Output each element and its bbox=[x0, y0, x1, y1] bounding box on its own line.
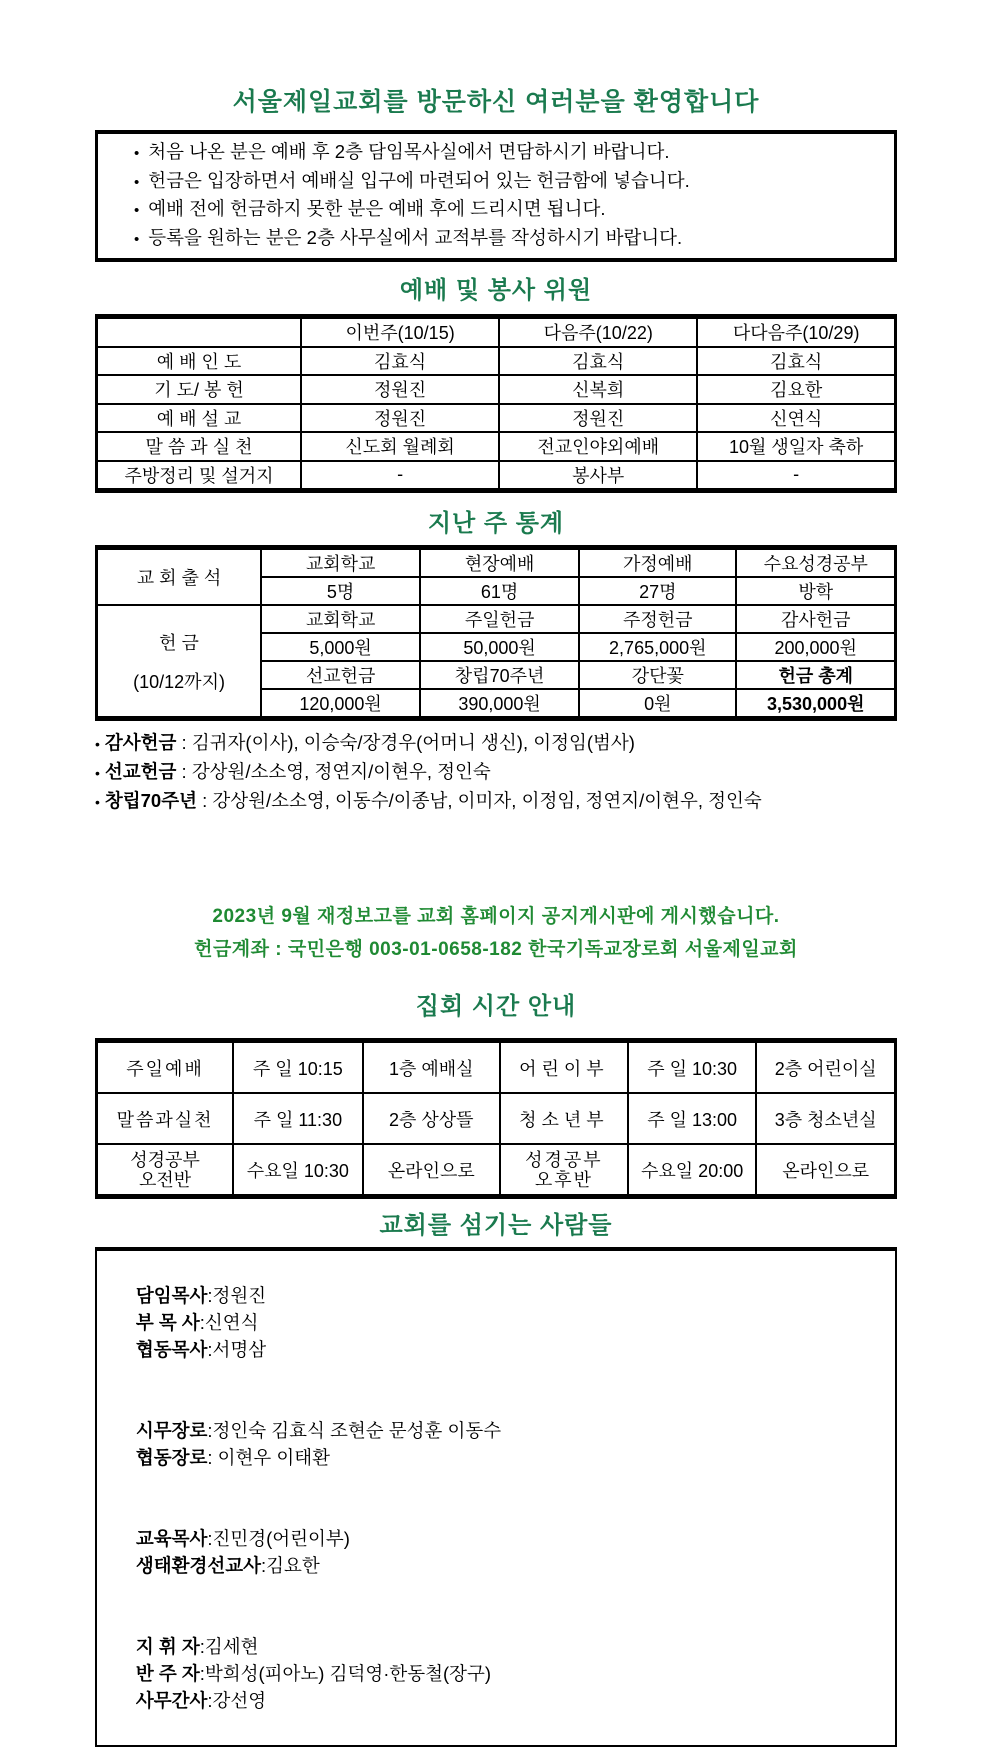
staff-names: 강선영 bbox=[212, 1690, 267, 1711]
header-cell-next-week: 다음주(10/22) bbox=[499, 317, 697, 347]
stat-header-cell: 주정헌금 bbox=[579, 605, 736, 633]
header-cell-week-after: 다다음주(10/29) bbox=[697, 317, 895, 347]
table-row bbox=[97, 461, 896, 491]
staff-role-label: 지 휘 자 bbox=[135, 1636, 200, 1657]
schedule-cell-line1: 성경공부 bbox=[130, 1149, 200, 1170]
cell-value: 김요한 bbox=[697, 375, 895, 404]
bullet-icon: • bbox=[134, 230, 140, 248]
cell-value: 신연식 bbox=[697, 404, 895, 433]
cell-value: 김효식 bbox=[499, 347, 697, 376]
table-row bbox=[97, 605, 896, 633]
total-label-cell: 헌금 총계 bbox=[736, 661, 895, 689]
cell-value: 정원진 bbox=[301, 404, 499, 433]
schedule-cell-line1: 성경공부 bbox=[525, 1149, 603, 1170]
note-separator: : bbox=[176, 732, 192, 753]
staff-names: 김세현 bbox=[204, 1636, 259, 1657]
stat-header-cell: 강단꽃 bbox=[579, 661, 736, 689]
staff-role-label: 부 목 사 bbox=[135, 1312, 200, 1333]
attendance-label-cell: 교 회 출 석 bbox=[97, 548, 262, 606]
note-item bbox=[95, 787, 897, 816]
staff-role-label: 반 주 자 bbox=[135, 1663, 200, 1684]
finance-notice-line1: 2023년 9월 재정보고를 교회 홈페이지 공지게시판에 게시했습니다. bbox=[212, 906, 780, 927]
stat-value-cell: 50,000원 bbox=[420, 633, 579, 661]
bullet-icon: • bbox=[95, 765, 100, 781]
welcome-item-text: 헌금은 입장하면서 예배실 입구에 마련되어 있는 헌금함에 넣습니다. bbox=[148, 169, 690, 191]
finance-notice bbox=[95, 900, 897, 966]
note-label: 창립70주년 bbox=[104, 790, 197, 811]
stat-value-cell: 120,000원 bbox=[261, 689, 420, 719]
schedule-cell: 말씀과실천 bbox=[97, 1093, 234, 1144]
schedule-cell-line2: 오전반 bbox=[138, 1169, 192, 1190]
table-row bbox=[97, 347, 896, 376]
stat-value-cell: 5명 bbox=[261, 577, 420, 605]
bullet-icon: • bbox=[134, 173, 140, 191]
staff-separator: : bbox=[199, 1636, 205, 1657]
stat-value-cell: 61명 bbox=[420, 577, 579, 605]
offering-notes bbox=[95, 729, 897, 816]
schedule-cell: 주 일 13:00 bbox=[628, 1093, 757, 1144]
stat-header-cell: 감사헌금 bbox=[736, 605, 895, 633]
staff-role-label: 협동목사 bbox=[135, 1339, 208, 1360]
stat-header-cell: 교회학교 bbox=[261, 548, 420, 578]
note-value: 김귀자(이사), 이승숙/장경우(어머니 생신), 이정임(범사) bbox=[191, 732, 635, 753]
table-row bbox=[97, 375, 896, 404]
note-separator: : bbox=[176, 761, 192, 782]
staff-line bbox=[105, 1255, 887, 1390]
row-label: 주방정리 및 설거지 bbox=[97, 461, 302, 491]
note-value: 강상원/소소영, 이동수/이종남, 이미자, 이정임, 정연지/이현우, 정인숙 bbox=[212, 790, 762, 811]
welcome-item bbox=[134, 225, 888, 254]
offering-period: (10/12까지) bbox=[133, 671, 225, 692]
stat-value-cell: 27명 bbox=[579, 577, 736, 605]
schedule-cell: 어린이부 bbox=[500, 1041, 628, 1094]
staff-role-label: 교육목사 bbox=[135, 1528, 208, 1549]
stat-header-cell: 교회학교 bbox=[261, 605, 420, 633]
staff-separator: : bbox=[207, 1420, 213, 1441]
header-cell-this-week: 이번주(10/15) bbox=[301, 317, 499, 347]
welcome-item bbox=[134, 196, 888, 225]
row-label: 말 씀 과 실 천 bbox=[97, 432, 302, 461]
schedule-table bbox=[95, 1038, 897, 1199]
row-label: 기 도/ 봉 헌 bbox=[97, 375, 302, 404]
cell-value: 정원진 bbox=[301, 375, 499, 404]
staff-names: 진민경(어린이부) bbox=[212, 1528, 350, 1549]
schedule-cell: 3층 청소년실 bbox=[756, 1093, 895, 1144]
stat-header-cell: 수요성경공부 bbox=[736, 548, 895, 578]
bullet-icon: • bbox=[134, 202, 140, 219]
staff-names: 신연식 bbox=[204, 1312, 259, 1333]
row-label: 예 배 설 교 bbox=[97, 404, 302, 433]
table-row bbox=[97, 548, 896, 578]
stat-header-cell: 가정예배 bbox=[579, 548, 736, 578]
staff-separator: : bbox=[207, 1447, 218, 1468]
staff-separator: : bbox=[207, 1528, 213, 1549]
staff-line bbox=[105, 1498, 887, 1606]
staff-separator: : bbox=[199, 1663, 205, 1684]
schedule-cell: 수요일 10:30 bbox=[233, 1144, 362, 1197]
staff-names: 정인숙 김효식 조현순 문성훈 이동수 bbox=[212, 1420, 502, 1441]
welcome-item bbox=[134, 168, 888, 197]
schedule-cell bbox=[500, 1144, 628, 1197]
staff-line bbox=[105, 1390, 887, 1498]
schedule-cell: 온라인으로 bbox=[756, 1144, 895, 1197]
welcome-item-text: 등록을 원하는 분은 2층 사무실에서 교적부를 작성하시기 바랍니다. bbox=[148, 226, 683, 248]
bulletin-page bbox=[95, 0, 897, 1747]
staff-names: 박희성(피아노) 김덕영·한동철(장구) bbox=[204, 1663, 492, 1684]
stats-section-title: 지난 주 통계 bbox=[427, 510, 565, 537]
worship-table bbox=[95, 314, 897, 493]
staff-names: 정원진 bbox=[212, 1285, 267, 1306]
staff-line bbox=[105, 1606, 887, 1741]
table-row bbox=[97, 432, 896, 461]
stat-header-cell: 현장예배 bbox=[420, 548, 579, 578]
cell-value: 10월 생일자 축하 bbox=[697, 432, 895, 461]
page-title: 서울제일교회를 방문하신 여러분을 환영합니다 bbox=[232, 88, 760, 116]
cell-value: 신도회 월례회 bbox=[301, 432, 499, 461]
cell-value: 봉사부 bbox=[499, 461, 697, 491]
staff-separator: : bbox=[207, 1690, 213, 1711]
schedule-cell: 1층 예배실 bbox=[363, 1041, 500, 1094]
bullet-icon: • bbox=[95, 794, 100, 810]
staff-names: 서명삼 bbox=[212, 1339, 267, 1360]
stats-table bbox=[95, 545, 897, 721]
stat-header-cell: 주일헌금 bbox=[420, 605, 579, 633]
table-row bbox=[97, 1041, 896, 1094]
schedule-cell-line2: 오후반 bbox=[534, 1169, 593, 1190]
staff-separator: : bbox=[207, 1339, 213, 1360]
finance-notice-line2: 헌금계좌 : 국민은행 003-01-0658-182 한국기독교장로회 서울제일교회 bbox=[194, 939, 798, 960]
schedule-cell: 주일예배 bbox=[97, 1041, 234, 1094]
stat-value-cell: 200,000원 bbox=[736, 633, 895, 661]
total-value-cell: 3,530,000원 bbox=[736, 689, 895, 719]
welcome-box bbox=[95, 130, 897, 262]
schedule-cell: 주 일 11:30 bbox=[233, 1093, 362, 1144]
offering-label-cell bbox=[97, 605, 262, 719]
cell-value: 김효식 bbox=[301, 347, 499, 376]
row-label: 예 배 인 도 bbox=[97, 347, 302, 376]
staff-role-label: 담임목사 bbox=[135, 1285, 208, 1306]
note-item bbox=[95, 729, 897, 758]
staff-names: 이현우 이태환 bbox=[217, 1447, 330, 1468]
schedule-cell: 온라인으로 bbox=[363, 1144, 500, 1197]
note-label: 감사헌금 bbox=[104, 732, 177, 753]
schedule-cell: 2층 상상뜰 bbox=[363, 1093, 500, 1144]
welcome-item-text: 예배 전에 헌금하지 못한 분은 예배 후에 드리시면 됩니다. bbox=[148, 198, 606, 219]
staff-separator: : bbox=[207, 1285, 213, 1306]
stat-value-cell: 390,000원 bbox=[420, 689, 579, 719]
welcome-item bbox=[134, 139, 888, 168]
schedule-section-title: 집회 시간 안내 bbox=[415, 993, 577, 1020]
stat-value-cell: 0원 bbox=[579, 689, 736, 719]
table-row bbox=[97, 1093, 896, 1144]
worship-header-row bbox=[97, 317, 896, 347]
stat-value-cell: 2,765,000원 bbox=[579, 633, 736, 661]
stat-header-cell: 창립70주년 bbox=[420, 661, 579, 689]
staff-role-label: 생태환경선교사 bbox=[135, 1555, 261, 1576]
cell-value: 신복희 bbox=[499, 375, 697, 404]
staff-role-label: 사무간사 bbox=[135, 1690, 208, 1711]
stat-value-cell: 5,000원 bbox=[261, 633, 420, 661]
note-separator: : bbox=[196, 790, 213, 811]
schedule-cell: 청소년부 bbox=[500, 1093, 628, 1144]
offering-label: 헌 금 bbox=[159, 632, 199, 653]
cell-value: 전교인야외예배 bbox=[499, 432, 697, 461]
staff-separator: : bbox=[260, 1555, 267, 1576]
header-cell-empty bbox=[97, 317, 302, 347]
note-value: 강상원/소소영, 정연지/이현우, 정인숙 bbox=[191, 761, 491, 782]
staff-role-label: 협동장로 bbox=[135, 1447, 208, 1468]
staff-separator: : bbox=[199, 1312, 205, 1333]
table-row bbox=[97, 404, 896, 433]
staff-role-label: 시무장로 bbox=[135, 1420, 208, 1441]
cell-value: - bbox=[301, 461, 499, 491]
schedule-cell bbox=[97, 1144, 234, 1197]
stat-value-cell: 방학 bbox=[736, 577, 895, 605]
worship-section-title: 예배 및 봉사 위원 bbox=[399, 277, 593, 304]
cell-value: 정원진 bbox=[499, 404, 697, 433]
schedule-cell: 주 일 10:15 bbox=[233, 1041, 362, 1094]
schedule-cell: 수요일 20:00 bbox=[628, 1144, 757, 1197]
staff-section-title: 교회를 섬기는 사람들 bbox=[379, 1212, 613, 1239]
cell-value: 김효식 bbox=[697, 347, 895, 376]
staff-names: 김요한 bbox=[266, 1555, 320, 1576]
welcome-item-text: 처음 나온 분은 예배 후 2층 담임목사실에서 면담하시기 바랍니다. bbox=[148, 141, 670, 162]
stat-header-cell: 선교헌금 bbox=[261, 661, 420, 689]
schedule-cell: 주 일 10:30 bbox=[628, 1041, 757, 1094]
note-label: 선교헌금 bbox=[104, 761, 177, 782]
bullet-icon: • bbox=[134, 145, 140, 162]
cell-value: - bbox=[697, 461, 895, 491]
table-row bbox=[97, 1144, 896, 1197]
schedule-cell: 2층 어린이실 bbox=[756, 1041, 895, 1094]
staff-box bbox=[95, 1247, 897, 1747]
bullet-icon: • bbox=[95, 736, 100, 752]
note-item bbox=[95, 758, 897, 787]
